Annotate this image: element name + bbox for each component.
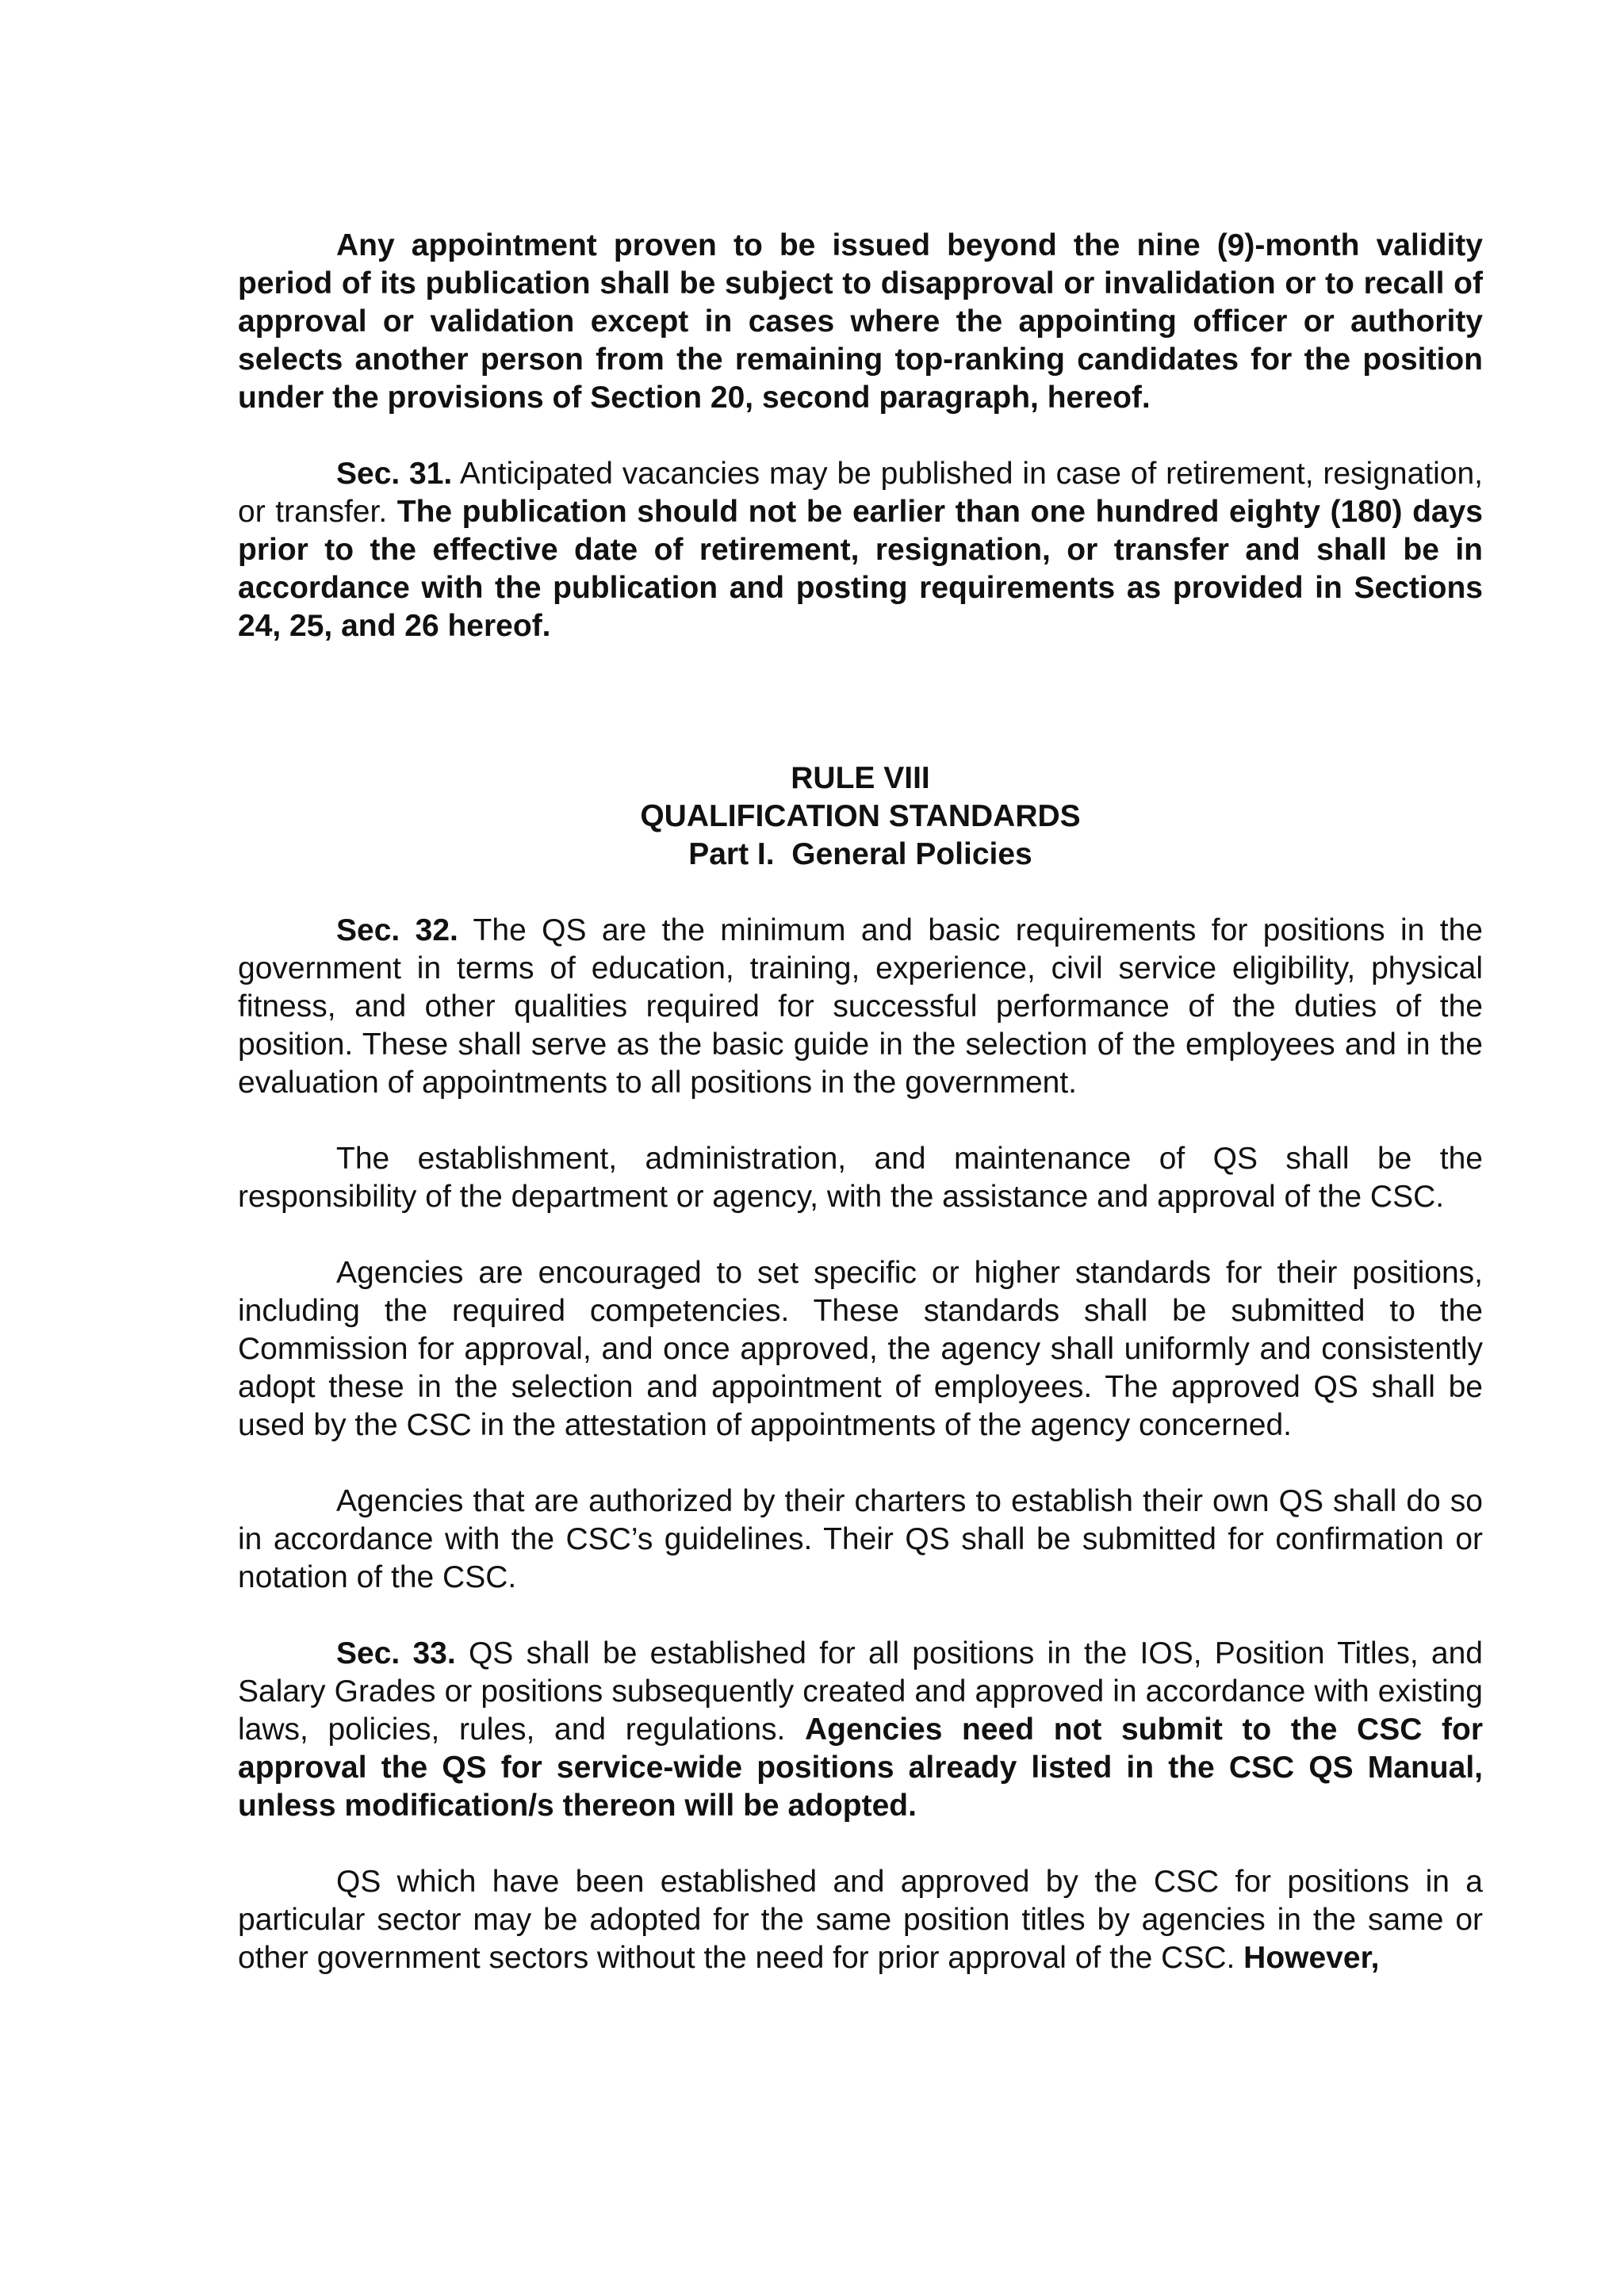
- paragraph-agencies-charters: Agencies that are authorized by their charters to establish their own QS shall do so in accordance with the CSC’s guidelines. Their QS shall be submitted for confirmation or notation of the CSC.: [238, 1484, 1483, 1594]
- section-33: [238, 1635, 1483, 1825]
- paragraph-qs-sector: [238, 1863, 1483, 1977]
- section-31-bold-text: The publication should not be earlier than one hundred eighty (180) days prior to the effective date of retirement, resignation, or transfer and shall be in accordance with the publication and posting requirements as provided in Sections 24, 25, and 26 hereof.: [238, 495, 1483, 643]
- section-31-text: Anticipated vacancies may be published in case of retirement, resignation, or transfer.: [238, 457, 1483, 529]
- section-33-bold-text: Agencies need not submit to the CSC for approval the QS for service-wide positions already listed in the CSC QS Manual, unless modification/s thereon will be adopted.: [238, 1712, 1483, 1823]
- section-32: [238, 912, 1483, 1102]
- paragraph-appointment-validity: Any appointment proven to be issued beyond the nine (9)-month validity period of its publication shall be subject to disapproval or invalidation or to recall of approval or validation except in cases where the appointing officer or authority selects another person from the remaining top-ranking candidates for the position under the provisions of Section 20, second paragraph, hereof.: [238, 228, 1483, 415]
- section-33-label: Sec. 33.: [336, 1636, 456, 1670]
- rule-number: RULE VIII: [791, 761, 930, 795]
- section-32-label: Sec. 32.: [336, 913, 458, 947]
- spacer: [238, 645, 1483, 760]
- section-33-text: QS shall be established for all positions in the IOS, Position Titles, and Salary Grades or positions subsequently created and approved in accordance with existing laws, policies, rules, and regulations.: [238, 1636, 1483, 1747]
- paragraph-qs-sector-text: QS which have been established and approved by the CSC for positions in a particular sector may be adopted for the same position titles by agencies in the same or other government sectors without the need for prior approval of the CSC.: [238, 1865, 1483, 1975]
- paragraph-agencies-encouraged: Agencies are encouraged to set specific or higher standards for their positions, including the required competencies. These standards shall be submitted to the Commission for approval, and once approved, the agency shall uniformly and consistently adopt these in the selection and appointment of employees. The approved QS shall be used by the CSC in the attestation of appointments of the agency concerned.: [238, 1256, 1483, 1442]
- section-31-label: Sec. 31.: [336, 457, 453, 491]
- paragraph-qs-sector-bold-text: However,: [1243, 1941, 1380, 1975]
- section-31: [238, 455, 1483, 645]
- rule-title: QUALIFICATION STANDARDS: [640, 799, 1081, 833]
- section-32-text: The QS are the minimum and basic requirements for positions in the government in terms of education, training, experience, civil service eligibility, physical fitness, and other qualities required for successful performance of the duties of the position. These shall serve as the basic guide in the selection of the employees and in the evaluation of appointments to all positions in the government.: [238, 913, 1484, 1100]
- part-title: Part I. General Policies: [688, 837, 1032, 871]
- paragraph-establishment: The establishment, administration, and maintenance of QS shall be the responsibility of the department or agency, with the assistance and approval of the CSC.: [238, 1142, 1483, 1214]
- document-page: [238, 227, 1483, 1977]
